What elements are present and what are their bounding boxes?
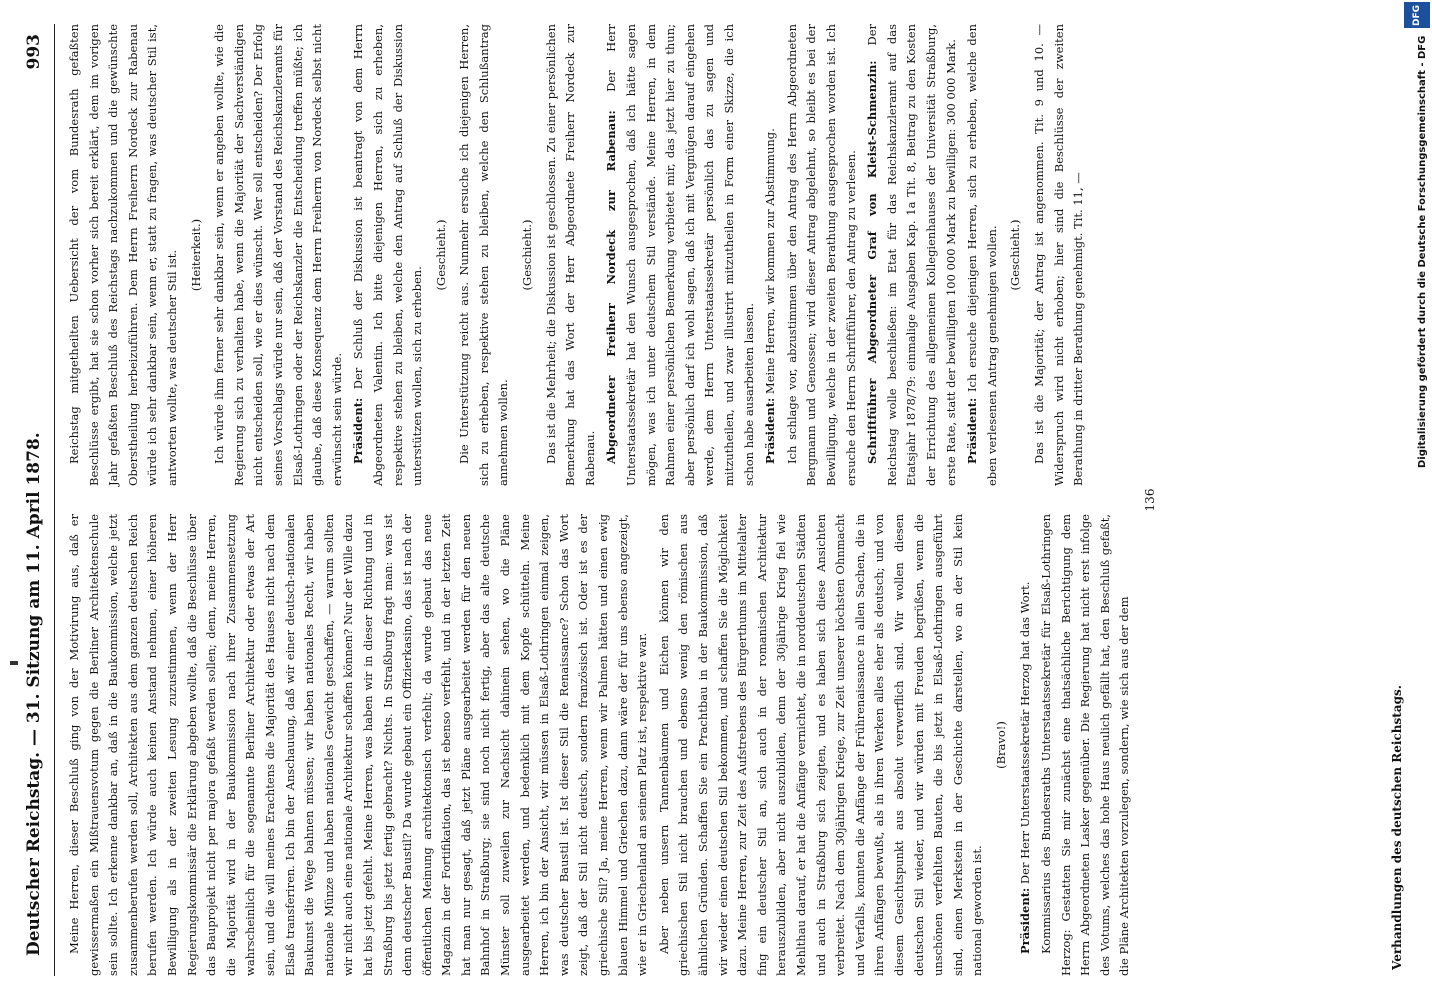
speech-paragraph	[349, 24, 427, 486]
speech-paragraph	[1016, 514, 1036, 976]
running-header	[18, 24, 55, 976]
paragraph: Ich schlage vor, abzustimmen über den Antrag des Herrn Abgeordneten Bergmann und Genossen; wird dieser Antrag abgelehnt, so bleibt es bei der Bewilligung, welche in der zweiten Berathung ausgesprochen worden ist. Ich ersuche den Herrn Schriftführer, den Antrag zu verlesen.	[784, 24, 858, 486]
paragraph: Meine Herren, dieser Beschluß ging von der Motivirung aus, daß er gewissermaßen ein Mißtrauensvotum gegen die Berliner Architektenschule sein sollte. Ich erkenne dankbar an, daß in die Baukommission, welche jetzt zusammenberufen werden soll, Architekten aus dem ganzen deutschen Reich berufen werden. Ich würde auch keinen Anstand nehmen, einer höheren Bewilligung als in der zweiten Lesung zuzustimmen, wenn der Herr Regierungskommissär die Erklärung abgeben wollte, daß die Beschlüsse über das Bauprojekt nicht per majora gefaßt werden sollen; denn, meine Herren, die Majorität wird in der Baukommission nach ihrer Zusammensetzung wahrscheinlich für die sogenannte Berliner Architektur oder etwas der Art sein, und die will meines Erachtens die Majorität des Hauses nicht nach dem Elsaß transferiren. Ich bin der Anschauung, daß wir einer deutsch-nationalen Baukunst die Wege bahnen müssen; wir haben nationales Recht, wir haben nationale Münze und haben nationales Gewicht geschaffen, — warum sollten wir nicht auch eine nationale Architektur schaffen können? Nur der Wille dazu hat bis jetzt gefehlt. Meine Herren, was haben wir in dieser Richtung und in Straßburg bis jetzt fertig gebracht? Nichts. In Straßburg fragt man: was ist denn deutscher Baustil? Da wurde gebaut ein Offizierkasino, das ist nach der öffentlichen Meinung architektonisch verfehlt; da wurde gebaut das neue Magazin in der Fortifikation, das ist ebenso verfehlt, und in der letzten Zeit hat man nur gesagt, daß jetzt Pläne ausgearbeitet werden für den neuen Bahnhof in Straßburg; sie sind noch nicht fertig, aber das alte deutsche Münster soll zuweilen zur Nachsicht dahinein sehen, wo die Pläne ausgearbeitet werden, und bedenklich mit dem Kopfe schütteln. Meine Herren, ich bin der Ansicht, wir müssen in Elsaß-Lothringen einmal zeigen, was deutscher Baustil ist. Ist dieser Stil die Renaissance? Schon das Wort zeigt, daß der Stil nicht deutsch, sondern französisch ist. Oder ist es der griechische Stil? Ja, meine Herren, wenn wir Palmen hätten und einen ewig blauen Himmel und Griechen dazu, dann wäre der für uns ebenso angezeigt, wie er in Griechenland an seinem Platz ist, respektive war.	[67, 514, 650, 976]
speech-paragraph	[602, 24, 759, 486]
bottom-caption: Verhandlungen des deutschen Reichstags.	[1390, 685, 1404, 970]
speech-text: Meine Herren, wir kommen zur Abstimmung.	[763, 128, 778, 395]
stage-direction: (Geschieht.)	[1008, 219, 1023, 291]
speech-paragraph	[963, 24, 1002, 486]
page-number: 993	[24, 34, 44, 70]
speaker-name: Präsident:	[1017, 887, 1032, 954]
ink-blot	[10, 661, 18, 665]
speaker-name: Schriftführer Abgeordneter Graf von Kleist-Schmenzin:	[865, 60, 880, 464]
speech-paragraph	[761, 24, 781, 486]
paragraph: Ich würde ihm ferner sehr dankbar sein, wenn er angeben wollte, wie die Regierung sich zu verhalten habe, wenn die Majorität der Sachverständigen nicht entscheiden soll, wie er dies wünscht. Wer soll entscheiden? Der Erfolg seines Vorschlags würde nur sein, daß der Vorstand des Reichskanzleramts für Elsaß-Lothringen oder der Reichskanzler die Entscheidung treffen müßte; ich glaube, daß diese Konsequenz dem Herrn Freiherrn von Nordeck selbst nicht erwünscht sein würde.	[212, 24, 344, 486]
speech-text: Ich ersuche diejenigen Herren, sich zu erheben, welche den eben verlesenen Antrag genehmigen wollen.	[965, 24, 999, 486]
speaker-name: Präsident:	[763, 397, 778, 464]
paragraph: Das ist die Majorität; der Antrag ist angenommen. Tit. 9 und 10. — Widerspruch wird nicht erhoben; hier sind die Beschlüsse der zweiten Berathung in dritter Berathung genehmigt. Tit. 11, —	[1031, 24, 1086, 486]
stage-direction: (Heiterkeit.)	[188, 218, 203, 292]
scanned-page	[10, 10, 1410, 990]
speaker-name: Abgeordneter Freiherr Nordeck zur Rabenau:	[604, 110, 619, 464]
speech-text: Kommissarius des Bundesraths Unterstaatssekretär für Elsaß-Lothringen Herzog: Gestatten Sie mir zunächst eine thatsächliche Berichtigung dem Herrn Abgeordneten Lasker gegenüber. Die Regierung hat nicht erst infolge des Votums, welches das hohe Haus neulich gefällt hat, den Beschluß gefaßt, die Pläne Architekten vorzulegen, sondern, wie sich aus der dem	[1039, 514, 1132, 976]
signature-mark: 136	[1143, 488, 1158, 512]
speaker-name: Präsident:	[965, 397, 980, 464]
speaker-name: Präsident:	[351, 397, 366, 464]
speech-text: Der Herr Unterstaatssekretär hat den Wunsch ausgesprochen, daß ich hätte sagen mögen, was ich unter deutschem Stil verstände. Meine Herren, in dem Rahmen einer persönlichen Bemerkung verbietet mir, das jetzt hier zu thun; aber persönlich darf ich wohl sagen, daß ich mit Vergnügen darauf eingehen werde, dem Herrn Unterstaatssekretär persönlich das zu sagen und mitzutheilen, und zwar illustrirt mitzutheilen in Form einer Skizze, die ich schon habe ausarbeiten lassen.	[604, 24, 756, 486]
paragraph: Aber neben unsern Tannenbäumen und Eichen können wir den griechischen Stil nicht brauchen und ebenso wenig den römischen aus ähnlichen Gründen. Schaffen Sie ein Prachtbau in der Baukommission, daß wir wieder einen deutschen Stil bekommen, und schaffen Sie die Möglichkeit dazu. Meine Herren, zur Zeit des Aufstrebens des Bürgerthums im Mittelalter fing ein deutscher Stil an, sich auch in der romanischen Architektur herauszubilden, aber nicht auszubilden, denn der 30jährige Krieg fiel wie Mehlthau darauf, er hat die Anfänge vernichtet, die in norddeutschen Städten und auch in Straßburg sich zeigten, und es haben sich diese Ansichten verbreitet. Nach dem 30jährigen Kriege, zur Zeit unserer höchsten Ohnmacht und Verfalls, konnten die Anfänge der Frührenaissance in allen Sachen, die in ihren Anfängen bewußt, als in ihren Werken alles eher als deutsch; und von diesem Gesichtspunkt aus absolut verwerflich sind. Wir wollen diesen deutschen Stil wieder, und wir würden mit Freuden begrüßen, wenn die unschönen verfehlten Bauten, die bis jetzt in Elsaß-Lothringen ausgeführt sind, einen Merkstein in der Geschichte darstellen, wo an der Stil kein national geworden ist.	[656, 514, 985, 976]
speech-paragraph	[863, 24, 961, 486]
column-right	[65, 24, 1137, 486]
text-columns	[65, 24, 1137, 976]
speech-text: Der Schluß der Diskussion ist beantragt von dem Herrn Abgeordneten Valentin. Ich bitte diejenigen Herren, sich zu erheben, respektive stehen zu bleiben, welche den Antrag auf Schluß der Diskussion unterstützen wollen, sich zu erheben.	[351, 24, 425, 486]
dfg-logo: DFG	[1404, 2, 1430, 28]
funding-credit: Digitalisierung gefördert durch die Deutsche Forschungsgemeinschaft - DFG	[1417, 36, 1428, 469]
paragraph: Die Unterstützung reicht aus. Nunmehr ersuche ich diejenigen Herren, sich zu erheben, respektive stehen zu bleiben, welche den Schlußantrag annehmen wollen.	[457, 24, 511, 486]
speech-text: Der Herr Unterstaatssekretär Herzog hat das Wort.	[1017, 581, 1032, 885]
stage-direction: (Geschieht.)	[520, 219, 535, 291]
speech-text: Der Reichstag wolle beschließen: im Etat für das Reichskanzleramt auf das Etatsjahr 1878/79: einmalige Ausgaben Kap. 1a Tit. 8, Beitrag zu den Kosten der Errichtung des allgemeinen Kollegienhauses der Universität Straßburg, erste Rate, statt der bewilligten 100 000 Mark zu bewilligen: 300 000 Mark.	[865, 24, 958, 486]
paragraph: Reichstag mitgetheilten Uebersicht der vom Bundesrath gefaßten Beschlüsse ergibt, hat sie schon vorher sich bereit erklärt, dem im vorigen Jahr gefaßten Beschluß des Reichstags nachzukommen und die gewünschte Oberstheilung herbeizuführen. Dem Herrn Freiherrn Nordeck zur Rabenau würde ich sehr dankbar sein, wenn er, statt zu fragen, was deutscher Stil ist, antworten wollte, was deutscher Stil ist.	[67, 24, 179, 486]
header-title: Deutscher Reichstag. — 31. Sitzung am 11. April 1878.	[24, 432, 44, 956]
column-left	[65, 514, 1137, 976]
stage-direction: (Bravo!)	[993, 721, 1008, 769]
speech-paragraph	[1037, 514, 1135, 976]
paragraph: Das ist die Mehrheit; die Diskussion ist geschlossen. Zu einer persönlichen Bemerkung hat das Wort der Herr Abgeordnete Freiherr Nordeck zur Rabenau.	[543, 24, 597, 486]
stage-direction: (Geschieht.)	[433, 219, 448, 291]
